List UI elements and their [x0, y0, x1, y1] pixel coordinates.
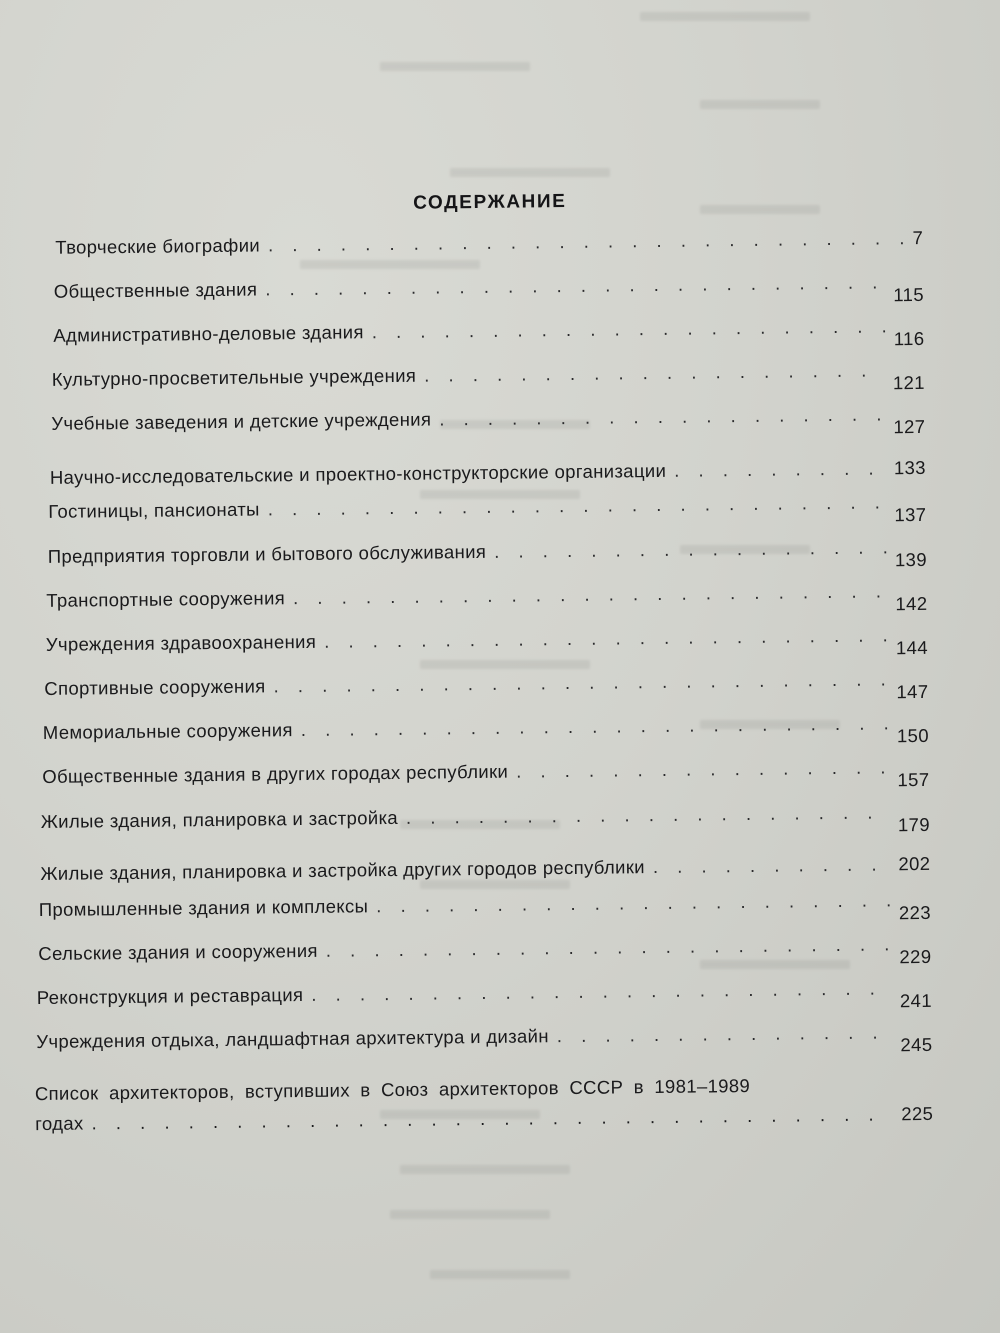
- leader-dots: [372, 315, 886, 343]
- leader-dots: [324, 624, 888, 652]
- toc-entry-title: Общественные здания: [53, 278, 258, 302]
- toc-entry: [50, 457, 926, 489]
- leader-dots: [273, 668, 888, 697]
- toc-entry-page: 139: [894, 548, 928, 571]
- toc-entry-title: Учреждения отдыха, ландшафтная архитектура и дизайн: [36, 1025, 549, 1053]
- toc-entry-page: 157: [897, 768, 930, 791]
- toc-entry: [55, 227, 923, 259]
- toc-entry-title: Общественные здания в других городах республики: [42, 760, 509, 787]
- leader-dots: [268, 491, 887, 520]
- leader-dots: [494, 536, 887, 562]
- toc-entry-title: Спортивные сооружения: [44, 675, 266, 699]
- toc-entry-title: Транспортные сооружения: [46, 587, 286, 611]
- toc-entry: [51, 359, 925, 394]
- toc-entry: [36, 1021, 933, 1056]
- leader-dots: [376, 889, 891, 917]
- toc-entry: [51, 403, 926, 438]
- toc-entry-page: 179: [897, 813, 931, 836]
- leader-dots: [91, 1103, 893, 1134]
- leader-dots: [439, 403, 885, 430]
- toc-entry-title-line2: годах: [35, 1112, 84, 1135]
- toc-entry-page: 223: [898, 901, 932, 924]
- toc-entry: [42, 712, 930, 747]
- toc-entry-title: Мемориальные сооружения: [42, 719, 293, 743]
- leader-dots: [268, 227, 905, 256]
- toc-entry-page: 229: [899, 945, 932, 968]
- toc-entry: [42, 756, 930, 791]
- toc-entry-title: Учреждения здравоохранения: [45, 630, 317, 655]
- toc-entry-title: Сельские здания и сооружения: [38, 939, 318, 965]
- toc-entry: [47, 536, 928, 571]
- leader-dots: [424, 359, 885, 386]
- leader-dots: [516, 756, 889, 782]
- toc-entry-page: 133: [893, 456, 926, 479]
- toc-entry-title: Административно-деловые здания: [53, 321, 364, 346]
- toc-entry-page: 121: [892, 371, 925, 394]
- leader-dots: [311, 977, 892, 1006]
- toc-entry-page: 144: [895, 636, 929, 659]
- toc-entry-page: 115: [893, 283, 925, 306]
- toc-entry: [38, 889, 932, 924]
- toc-entry-page: 142: [895, 592, 928, 615]
- toc-entry-title: Научно-исследовательские и проектно-конструкторские организации: [49, 459, 667, 488]
- toc-entry-title: Реконструкция и реставрация: [36, 984, 304, 1009]
- contents-heading: СОДЕРЖАНИЕ: [413, 190, 567, 214]
- toc-entry-page: 245: [900, 1033, 933, 1056]
- toc-entry: [40, 853, 930, 885]
- toc-entry-page: 202: [898, 852, 931, 875]
- leader-dots: [557, 1021, 893, 1047]
- toc-entry: [46, 580, 928, 615]
- toc-entry-page: 241: [899, 989, 933, 1012]
- leader-dots: [265, 271, 885, 300]
- leader-dots: [326, 933, 892, 961]
- toc-entry-page: 150: [896, 724, 930, 747]
- toc-entry: [53, 315, 925, 350]
- leader-dots: [406, 801, 890, 828]
- toc-entry: [48, 491, 927, 526]
- toc-entry-page: 116: [893, 327, 925, 350]
- toc-entry-title: Промышленные здания и комплексы: [38, 895, 369, 921]
- toc-entry-title-line1: Список архитекторов, вступивших в Союз архитекторов СССР в 1981–1989: [34, 1074, 751, 1105]
- toc-entry-title: Жилые здания, планировка и застройка: [40, 806, 399, 832]
- leader-dots: [653, 853, 891, 878]
- toc-entry-architects-list: [35, 1073, 934, 1135]
- toc-entry: [40, 801, 931, 836]
- toc-entry-page: 127: [893, 415, 926, 438]
- toc-entry: [53, 271, 925, 306]
- toc-entry: [36, 977, 933, 1012]
- toc-entry-title: Гостиницы, пансионаты: [48, 498, 260, 522]
- toc-entry-page: 137: [894, 503, 927, 526]
- toc-entry: [38, 933, 932, 968]
- toc-entry-title: Жилые здания, планировка и застройка других городов республики: [40, 856, 645, 885]
- toc-entry: [44, 668, 929, 703]
- leader-dots: [293, 580, 888, 609]
- toc-entry-title: Предприятия торговли и бытового обслуживания: [47, 540, 487, 567]
- toc-entry-title: Творческие биографии: [55, 234, 261, 258]
- toc-entry-line2: [35, 1103, 933, 1135]
- toc-entry-page: 225: [901, 1102, 934, 1125]
- leader-dots: [301, 712, 889, 741]
- toc-entry-page: 7: [912, 226, 924, 249]
- toc-entry-title: Культурно-просветительные учреждения: [51, 364, 417, 390]
- toc-entry: [45, 624, 929, 659]
- toc-entry-title: Учебные заведения и детские учреждения: [51, 408, 432, 434]
- leader-dots: [674, 457, 886, 481]
- toc-entry-page: 147: [896, 680, 929, 703]
